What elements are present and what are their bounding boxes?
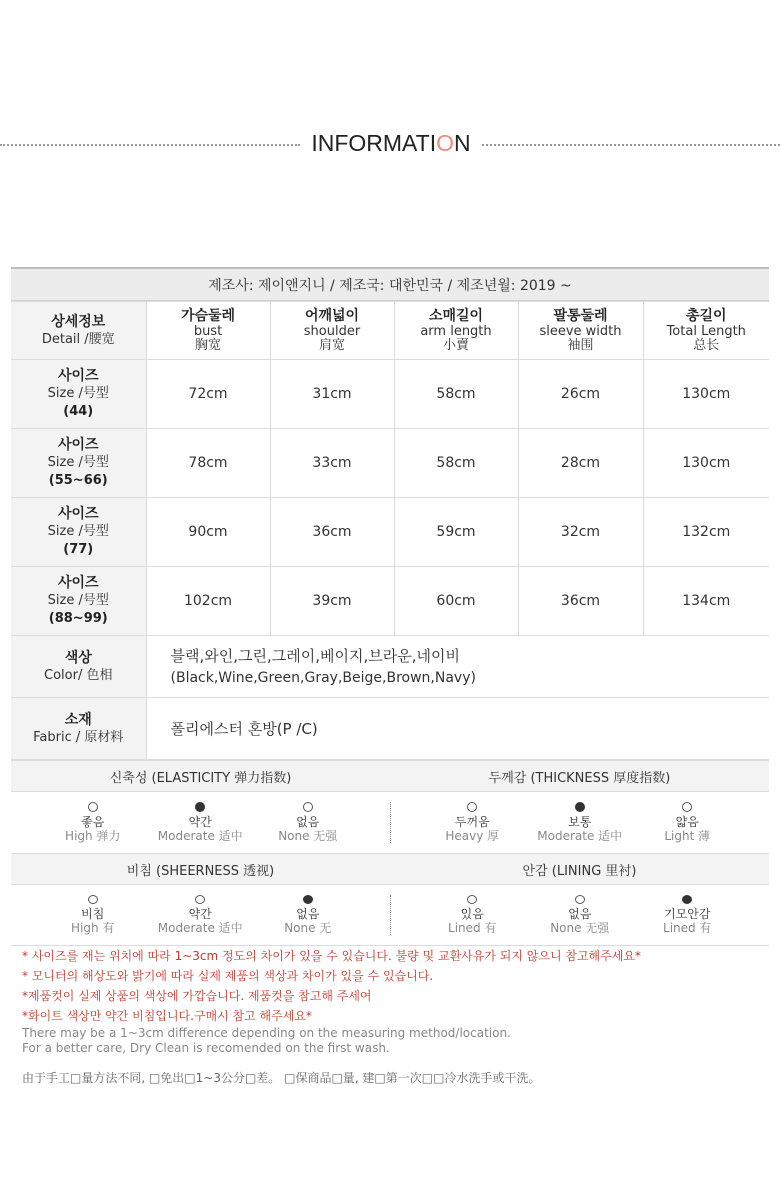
radio-icon [195, 895, 205, 904]
col-total-length: 총길이 Total Length 总长 [643, 302, 769, 360]
radio-icon [682, 802, 692, 812]
size-label: 사이즈 Size /号型 (44) [11, 360, 146, 429]
thickness-option-moderate: 보통 Moderate 适中 [535, 802, 625, 843]
thickness-label: 두께감 (THICKNESS 厚度指数) [488, 770, 671, 786]
dotted-rule-left [0, 144, 300, 146]
color-label: 색상 Color/ 色相 [11, 636, 146, 698]
size-row [11, 360, 769, 429]
size-table-header [11, 302, 769, 360]
size-value: 36cm [270, 498, 394, 567]
size-value: 33cm [270, 429, 394, 498]
size-label: 사이즈 Size /号型 (88~99) [11, 567, 146, 636]
radio-icon [303, 802, 313, 812]
col-sleeve-width: 팔통둘레 sleeve width 袖围 [518, 302, 643, 360]
radio-icon [467, 802, 477, 812]
size-value: 60cm [394, 567, 518, 636]
lining-options [391, 895, 770, 935]
note-red: *제품컷이 실제 상품의 색상에 가깝습니다. 제품컷을 참고해 주세여 [22, 989, 372, 1003]
color-list-ko: 블랙,와인,그린,그레이,베이지,브라운,네이비 [170, 646, 460, 665]
radio-selected-icon [575, 802, 585, 812]
elasticity-options [11, 802, 391, 843]
col-arm-length: 소매길이 arm length 小賣 [394, 302, 518, 360]
radio-icon [88, 895, 98, 904]
elasticity-thickness-bar [11, 760, 769, 792]
note-red: * 사이즈를 재는 위치에 따라 1~3cm 정도의 차이가 있을 수 있습니다. 불량 및 교환사유가 되지 않으니 참고해주세요* [22, 949, 641, 963]
note-red: *화이트 색상만 약간 비침입니다.구매시 참고 해주세요* [22, 1009, 312, 1023]
col-bust: 가슴둘레 bust 胸宽 [146, 302, 270, 360]
elasticity-label: 신축성 (ELASTICITY 弹力指数) [109, 770, 292, 786]
elasticity-option-high: 좋음 High 弹力 [48, 802, 138, 843]
size-value: 72cm [146, 360, 270, 429]
fabric-row [11, 698, 769, 760]
information-header [0, 130, 780, 160]
color-list-en: (Black,Wine,Green,Gray,Beige,Brown,Navy) [170, 669, 476, 686]
radio-icon [467, 895, 477, 904]
thickness-option-heavy: 두꺼움 Heavy 厚 [427, 802, 517, 843]
color-row [11, 636, 769, 698]
radio-icon [88, 802, 98, 812]
elasticity-option-moderate: 약간 Moderate 适中 [155, 802, 245, 843]
size-row [11, 498, 769, 567]
size-value: 36cm [518, 567, 643, 636]
lining-label: 안감 (LINING 里衬) [522, 863, 637, 879]
sheerness-option-high: 비침 High 有 [48, 895, 138, 935]
size-row [11, 567, 769, 636]
lining-option-none: 없음 None 无强 [535, 895, 625, 935]
radio-icon [575, 895, 585, 904]
size-value: 134cm [643, 567, 769, 636]
elasticity-option-none: 없음 None 无强 [263, 802, 353, 843]
size-value: 102cm [146, 567, 270, 636]
information-panel [11, 267, 769, 946]
fabric-value: 폴리에스터 혼방(P /C) [146, 698, 769, 760]
sheerness-label: 비침 (SHEERNESS 透视) [126, 863, 275, 879]
size-value: 31cm [270, 360, 394, 429]
col-shoulder: 어깨넓이 shoulder 肩宽 [270, 302, 394, 360]
sheerness-option-moderate: 약간 Moderate 适中 [155, 895, 245, 935]
size-value: 39cm [270, 567, 394, 636]
size-value: 28cm [518, 429, 643, 498]
sheerness-option-none: 없음 None 无 [263, 895, 353, 935]
sheerness-lining-options [11, 885, 769, 946]
size-value: 26cm [518, 360, 643, 429]
radio-selected-icon [195, 802, 205, 812]
elasticity-thickness-options [11, 792, 769, 853]
size-value: 132cm [643, 498, 769, 567]
care-notes [22, 946, 762, 1088]
fabric-label: 소재 Fabric / 原材料 [11, 698, 146, 760]
size-label: 사이즈 Size /号型 (77) [11, 498, 146, 567]
sheerness-options [11, 895, 391, 935]
radio-selected-icon [682, 895, 692, 904]
size-value: 78cm [146, 429, 270, 498]
color-value [146, 636, 769, 698]
size-value: 90cm [146, 498, 270, 567]
detail-label: 상세정보 Detail /腰宽 [11, 302, 146, 360]
size-label: 사이즈 Size /号型 (55~66) [11, 429, 146, 498]
note-red: * 모니터의 해상도와 밝기에 따라 실제 제품의 색상과 차이가 있을 수 있습니다. [22, 969, 434, 983]
size-value: 58cm [394, 429, 518, 498]
sheerness-lining-bar [11, 853, 769, 885]
size-value: 32cm [518, 498, 643, 567]
thickness-options [391, 802, 770, 843]
radio-selected-icon [303, 895, 313, 904]
size-value: 59cm [394, 498, 518, 567]
size-row [11, 429, 769, 498]
dotted-rule-right [482, 144, 780, 146]
size-value: 130cm [643, 429, 769, 498]
size-value: 58cm [394, 360, 518, 429]
lining-option-brushed: 기모안감 Lined 有 [642, 895, 732, 935]
note-gray: There may be a 1~3cm difference depending on the measuring method/location. [22, 1026, 511, 1040]
size-value: 130cm [643, 360, 769, 429]
maker-line: 제조사: 제이앤지니 / 제조국: 대한민국 / 제조년월: 2019 ~ [11, 269, 769, 301]
note-gray: For a better care, Dry Clean is recomended on the first wash. [22, 1041, 390, 1055]
lining-option-lined: 있음 Lined 有 [427, 895, 517, 935]
thickness-option-light: 얇음 Light 薄 [642, 802, 732, 843]
information-title: INFORMATION [311, 130, 471, 156]
note-chinese: 由于手工□量方法不同, □免出□1~3公分□差。 □保商品□量, 建□第一次□□冷水洗手或干洗。 [22, 1071, 541, 1085]
size-table [11, 301, 769, 760]
